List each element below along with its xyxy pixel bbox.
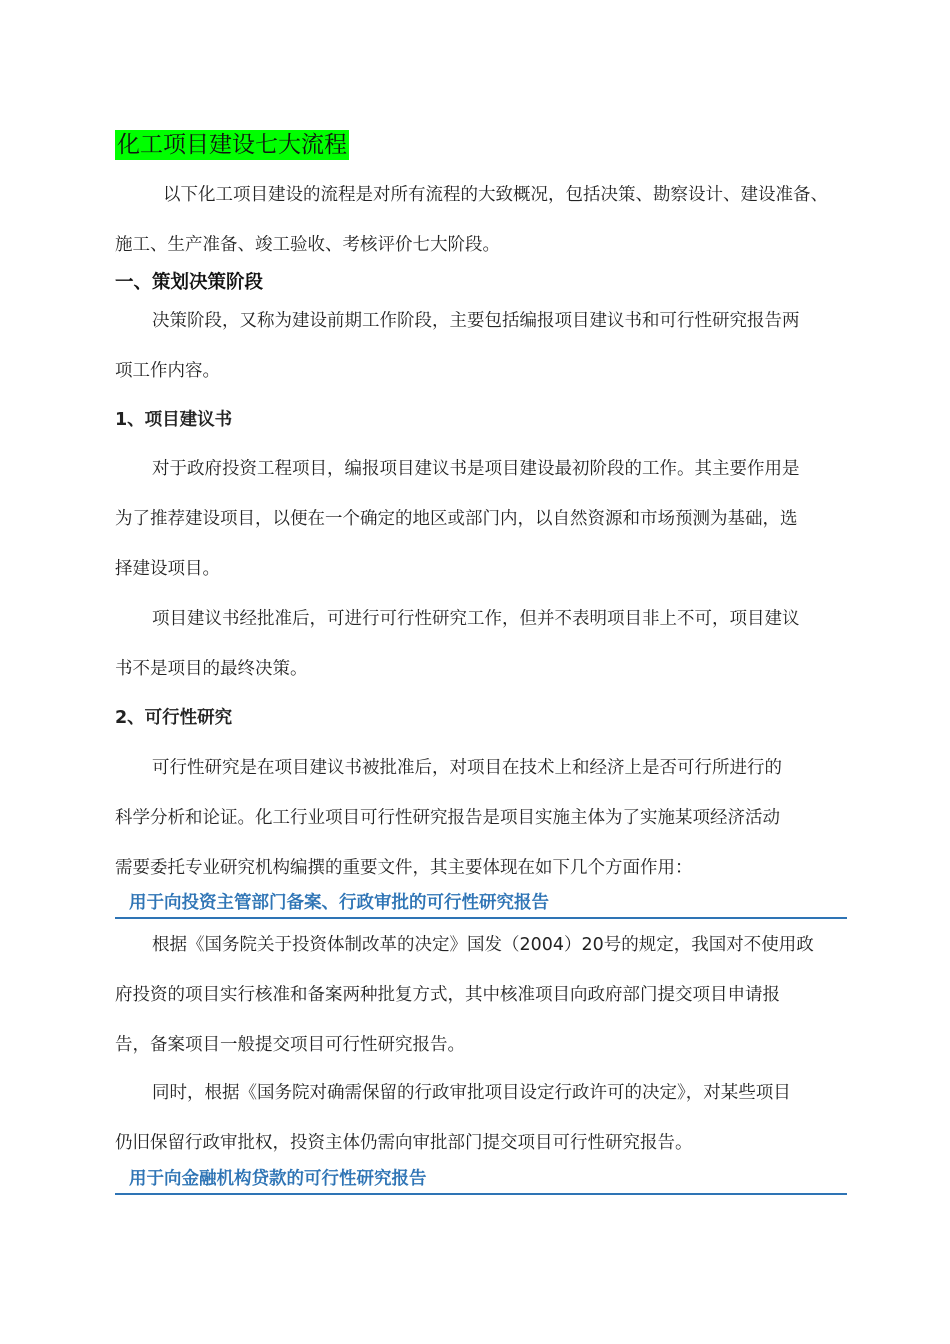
text-line: 项工作内容。 <box>115 361 220 381</box>
text-line: 可行性研究是在项目建议书被批准后，对项目在技术上和经济上是否可行所进行的 <box>152 758 782 778</box>
intro-paragraph <box>115 170 850 270</box>
subheading-proposal: 1、项目建议书 <box>115 410 233 430</box>
decision-paragraph <box>115 296 850 396</box>
text-line: 对于政府投资工程项目，编报项目建议书是项目建设最初阶段的工作。其主要作用是 <box>152 459 800 479</box>
feasibility-paragraph <box>115 743 850 893</box>
section-heading-text: 用于向金融机构贷款的可行性研究报告 <box>129 1169 427 1189</box>
section-heading-text: 用于向投资主管部门备案、行政审批的可行性研究报告 <box>129 893 549 913</box>
text-line: 择建设项目。 <box>115 559 220 579</box>
text-line: 告，备案项目一般提交项目可行性研究报告。 <box>115 1035 465 1055</box>
section-heading-loan <box>115 1165 847 1195</box>
text-line: 为了推荐建设项目，以便在一个确定的地区或部门内，以自然资源和市场预测为基础，选 <box>115 509 798 529</box>
text-line: 府投资的项目实行核准和备案两种批复方式，其中核准项目向政府部门提交项目申请报 <box>115 985 780 1005</box>
subheading-feasibility: 2、可行性研究 <box>115 708 233 728</box>
proposal-paragraph-2 <box>115 594 850 694</box>
filing-paragraph-2 <box>115 1068 850 1168</box>
section-heading-filing <box>115 889 847 919</box>
document-title: 化工项目建设七大流程 <box>117 132 347 158</box>
text-line: 项目建议书经批准后，可进行可行性研究工作，但并不表明项目非上不可，项目建议 <box>152 609 800 629</box>
text-line: 决策阶段，又称为建设前期工作阶段，主要包括编报项目建议书和可行性研究报告两 <box>152 311 800 331</box>
filing-paragraph-1 <box>115 920 850 1070</box>
proposal-paragraph-1 <box>115 444 850 594</box>
text-line: 施工、生产准备、竣工验收、考核评价七大阶段。 <box>115 235 500 255</box>
section-heading-decision: 一、策划决策阶段 <box>115 272 264 293</box>
text-line: 以下化工项目建设的流程是对所有流程的大致概况，包括决策、勘察设计、建设准备、 <box>163 185 828 205</box>
text-line: 需要委托专业研究机构编撰的重要文件，其主要体现在如下几个方面作用： <box>115 858 693 878</box>
text-line: 书不是项目的最终决策。 <box>115 659 308 679</box>
text-line: 同时，根据《国务院对确需保留的行政审批项目设定行政许可的决定》，对某些项目 <box>152 1083 791 1103</box>
text-line: 科学分析和论证。化工行业项目可行性研究报告是项目实施主体为了实施某项经济活动 <box>115 808 780 828</box>
text-line: 根据《国务院关于投资体制改革的决定》国发（2004）20号的规定，我国对不使用政 <box>152 935 814 955</box>
text-line: 仍旧保留行政审批权，投资主体仍需向审批部门提交项目可行性研究报告。 <box>115 1133 693 1153</box>
